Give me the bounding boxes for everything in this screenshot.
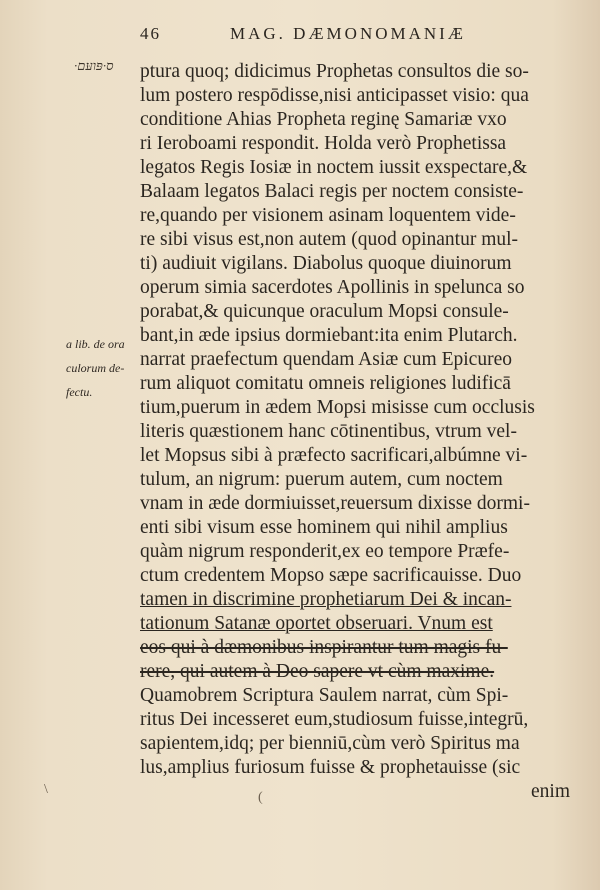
running-title: MAG. DÆMONOMANIÆ bbox=[230, 24, 466, 43]
text-line: rum aliquot comitatu omneis religiones ludificā bbox=[140, 373, 511, 394]
text-line: tamen in discrimine prophetiarum Dei & incan- bbox=[140, 589, 512, 610]
text-line: ti) audiuit vigilans. Diabolus quoque diuinorum bbox=[140, 253, 512, 274]
text-line: rere, qui autem à Deo sapere vt cùm maxime. bbox=[140, 661, 495, 682]
text-line: porabat,& quicunque oraculum Mopsi consule- bbox=[140, 301, 509, 322]
margin-note-line: culorum de- bbox=[66, 361, 125, 375]
text-line: tulum, an nigrum: puerum autem, cum noctem bbox=[140, 469, 503, 490]
text-line: tium,puerum in ædem Mopsi misisse cum occlusis bbox=[140, 397, 535, 418]
text-line: eos qui à dæmonibus inspirantur tum magis fu- bbox=[140, 637, 508, 658]
margin-note bbox=[66, 332, 146, 404]
text-line: ptura quoq; didicimus Prophetas consultos die so- bbox=[140, 61, 529, 82]
text-line: enti sibi visum esse hominem qui nihil amplius bbox=[140, 517, 508, 538]
text-line: sapientem,idq; per bienniū,cùm verò Spiritus ma bbox=[140, 733, 520, 754]
text-line: legatos Regis Iosiæ in noctem iussit exspectare,& bbox=[140, 157, 528, 178]
body-text bbox=[140, 60, 570, 804]
text-line: ri Ieroboami respondit. Holda verò Prophetissa bbox=[140, 133, 507, 154]
text-line: lus,amplius furiosum fuisse & prophetauisse (sic bbox=[140, 757, 521, 778]
catchword: enim bbox=[531, 781, 570, 802]
text-line: vnam in æde dormiuisset,reuersum dixisse dormi- bbox=[140, 493, 530, 514]
text-line: lum postero respōdisse,nisi anticipasset visio: qua bbox=[140, 85, 529, 106]
margin-note-line: a lib. de ora bbox=[66, 337, 125, 351]
text-line: re,quando per visionem asinam loquentem vide- bbox=[140, 205, 516, 226]
page-number: 46 bbox=[140, 24, 161, 43]
text-line: tationum Satanæ oportet obseruari. Vnum est bbox=[140, 613, 493, 634]
text-line: operum simia sacerdotes Apollinis in spelunca so bbox=[140, 277, 525, 298]
text-line: narrat praefectum quendam Asiæ cum Epicureo bbox=[140, 349, 512, 370]
text-line: conditione Ahias Propheta reginę Samariæ vxo bbox=[140, 109, 507, 130]
ink-mark: ( bbox=[258, 790, 263, 805]
text-line: ritus Dei incesseret eum,studiosum fuisse,integrū, bbox=[140, 709, 529, 730]
text-line: let Mopsus sibi à præfecto sacrificari,albúmne vi- bbox=[140, 445, 528, 466]
text-line: re sibi visus est,non autem (quod opinantur mul- bbox=[140, 229, 519, 250]
text-line: quàm nigrum responderit,ex eo tempore Præfe- bbox=[140, 541, 510, 562]
margin-hebrew-gloss: ·ס·פּועּם bbox=[74, 58, 114, 73]
ink-mark: \ bbox=[44, 782, 48, 797]
text-line: Balaam legatos Balaci regis per noctem consiste- bbox=[140, 181, 524, 202]
text-line: Quamobrem Scriptura Saulem narrat, cùm Spi- bbox=[140, 685, 509, 706]
margin-note-line: fectu. bbox=[66, 385, 93, 399]
text-line: bant,in æde ipsius dormiebant:ita enim Plutarch. bbox=[140, 325, 518, 346]
text-line: ctum credentem Mopso sæpe sacrificauisse. Duo bbox=[140, 565, 522, 586]
page-header bbox=[140, 24, 540, 48]
text-line: literis quæstionem hanc cōtinentibus, vtrum vel- bbox=[140, 421, 517, 442]
